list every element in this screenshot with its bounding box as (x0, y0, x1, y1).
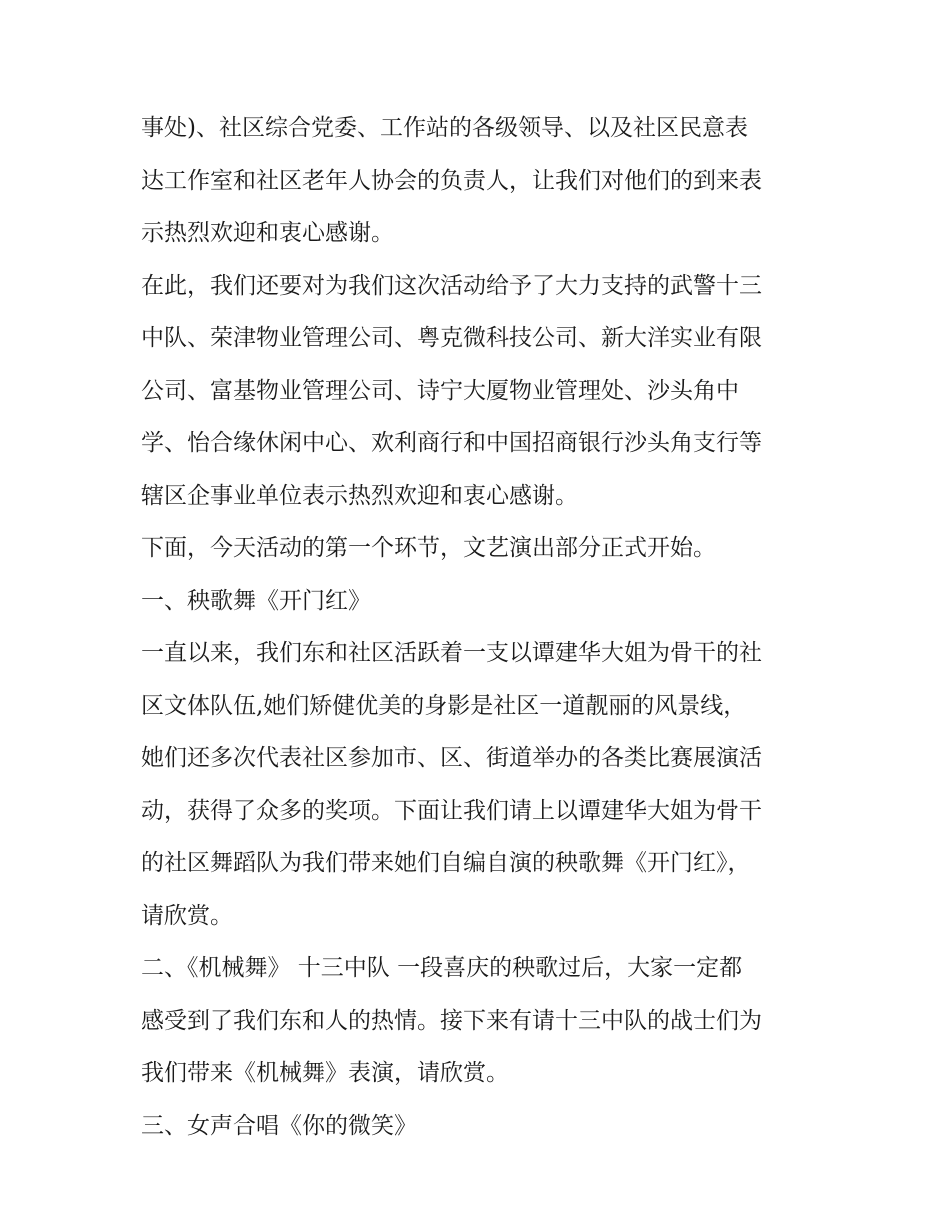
text-line: 她们还多次代表社区参加市、区、街道举办的各类比赛展演活 (141, 745, 762, 771)
text-line: 一直以来，我们东和社区活跃着一支以谭建华大姐为骨干的社 (141, 640, 762, 666)
text-line: 感受到了我们东和人的热情。接下来有请十三中队的战士们为 (141, 1007, 762, 1034)
section-heading: 三、女声合唱《你的微笑》 (141, 1112, 417, 1139)
text-line: 中队、荣津物业管理公司、粤克微科技公司、新大洋实业有限 (141, 325, 762, 351)
text-line: 事处)、社区综合党委、工作站的各级领导、以及社区民意表 (141, 115, 748, 141)
text-line: 的社区舞蹈队为我们带来她们自编自演的秧歌舞《开门红》， (141, 850, 751, 876)
document-body (141, 102, 813, 1152)
section-heading: 二、《机械舞》 十三中队 一段喜庆的秧歌过后，大家一定都 (141, 955, 743, 981)
text-line: 辖区企事业单位表示热烈欢迎和衷心感谢。 (141, 482, 578, 509)
text-line: 在此，我们还要对为我们这次活动给予了大力支持的武警十三 (141, 272, 762, 299)
text-line: 我们带来《机械舞》表演，请欣赏。 (141, 1060, 509, 1086)
text-line: 下面，今天活动的第一个环节，文艺演出部分正式开始。 (141, 535, 716, 561)
text-line: 达工作室和社区老年人协会的负责人，让我们对他们的到来表 (141, 167, 762, 194)
text-line: 动，获得了众多的奖项。下面让我们请上以谭建华大姐为骨干 (141, 797, 762, 824)
text-line: 示热烈欢迎和衷心感谢。 (141, 220, 394, 246)
text-line: 请欣赏。 (141, 902, 233, 929)
text-line: 公司、富基物业管理公司、诗宁大厦物业管理处、沙头角中 (141, 377, 739, 404)
text-line: 学、怡合缘休闲中心、欢利商行和中国招商银行沙头角支行等 (141, 430, 762, 456)
text-line: 区文体队伍,她们矫健优美的身影是社区一道靓丽的风景线， (141, 692, 747, 719)
section-heading: 一、秧歌舞《开门红》 (141, 587, 371, 614)
